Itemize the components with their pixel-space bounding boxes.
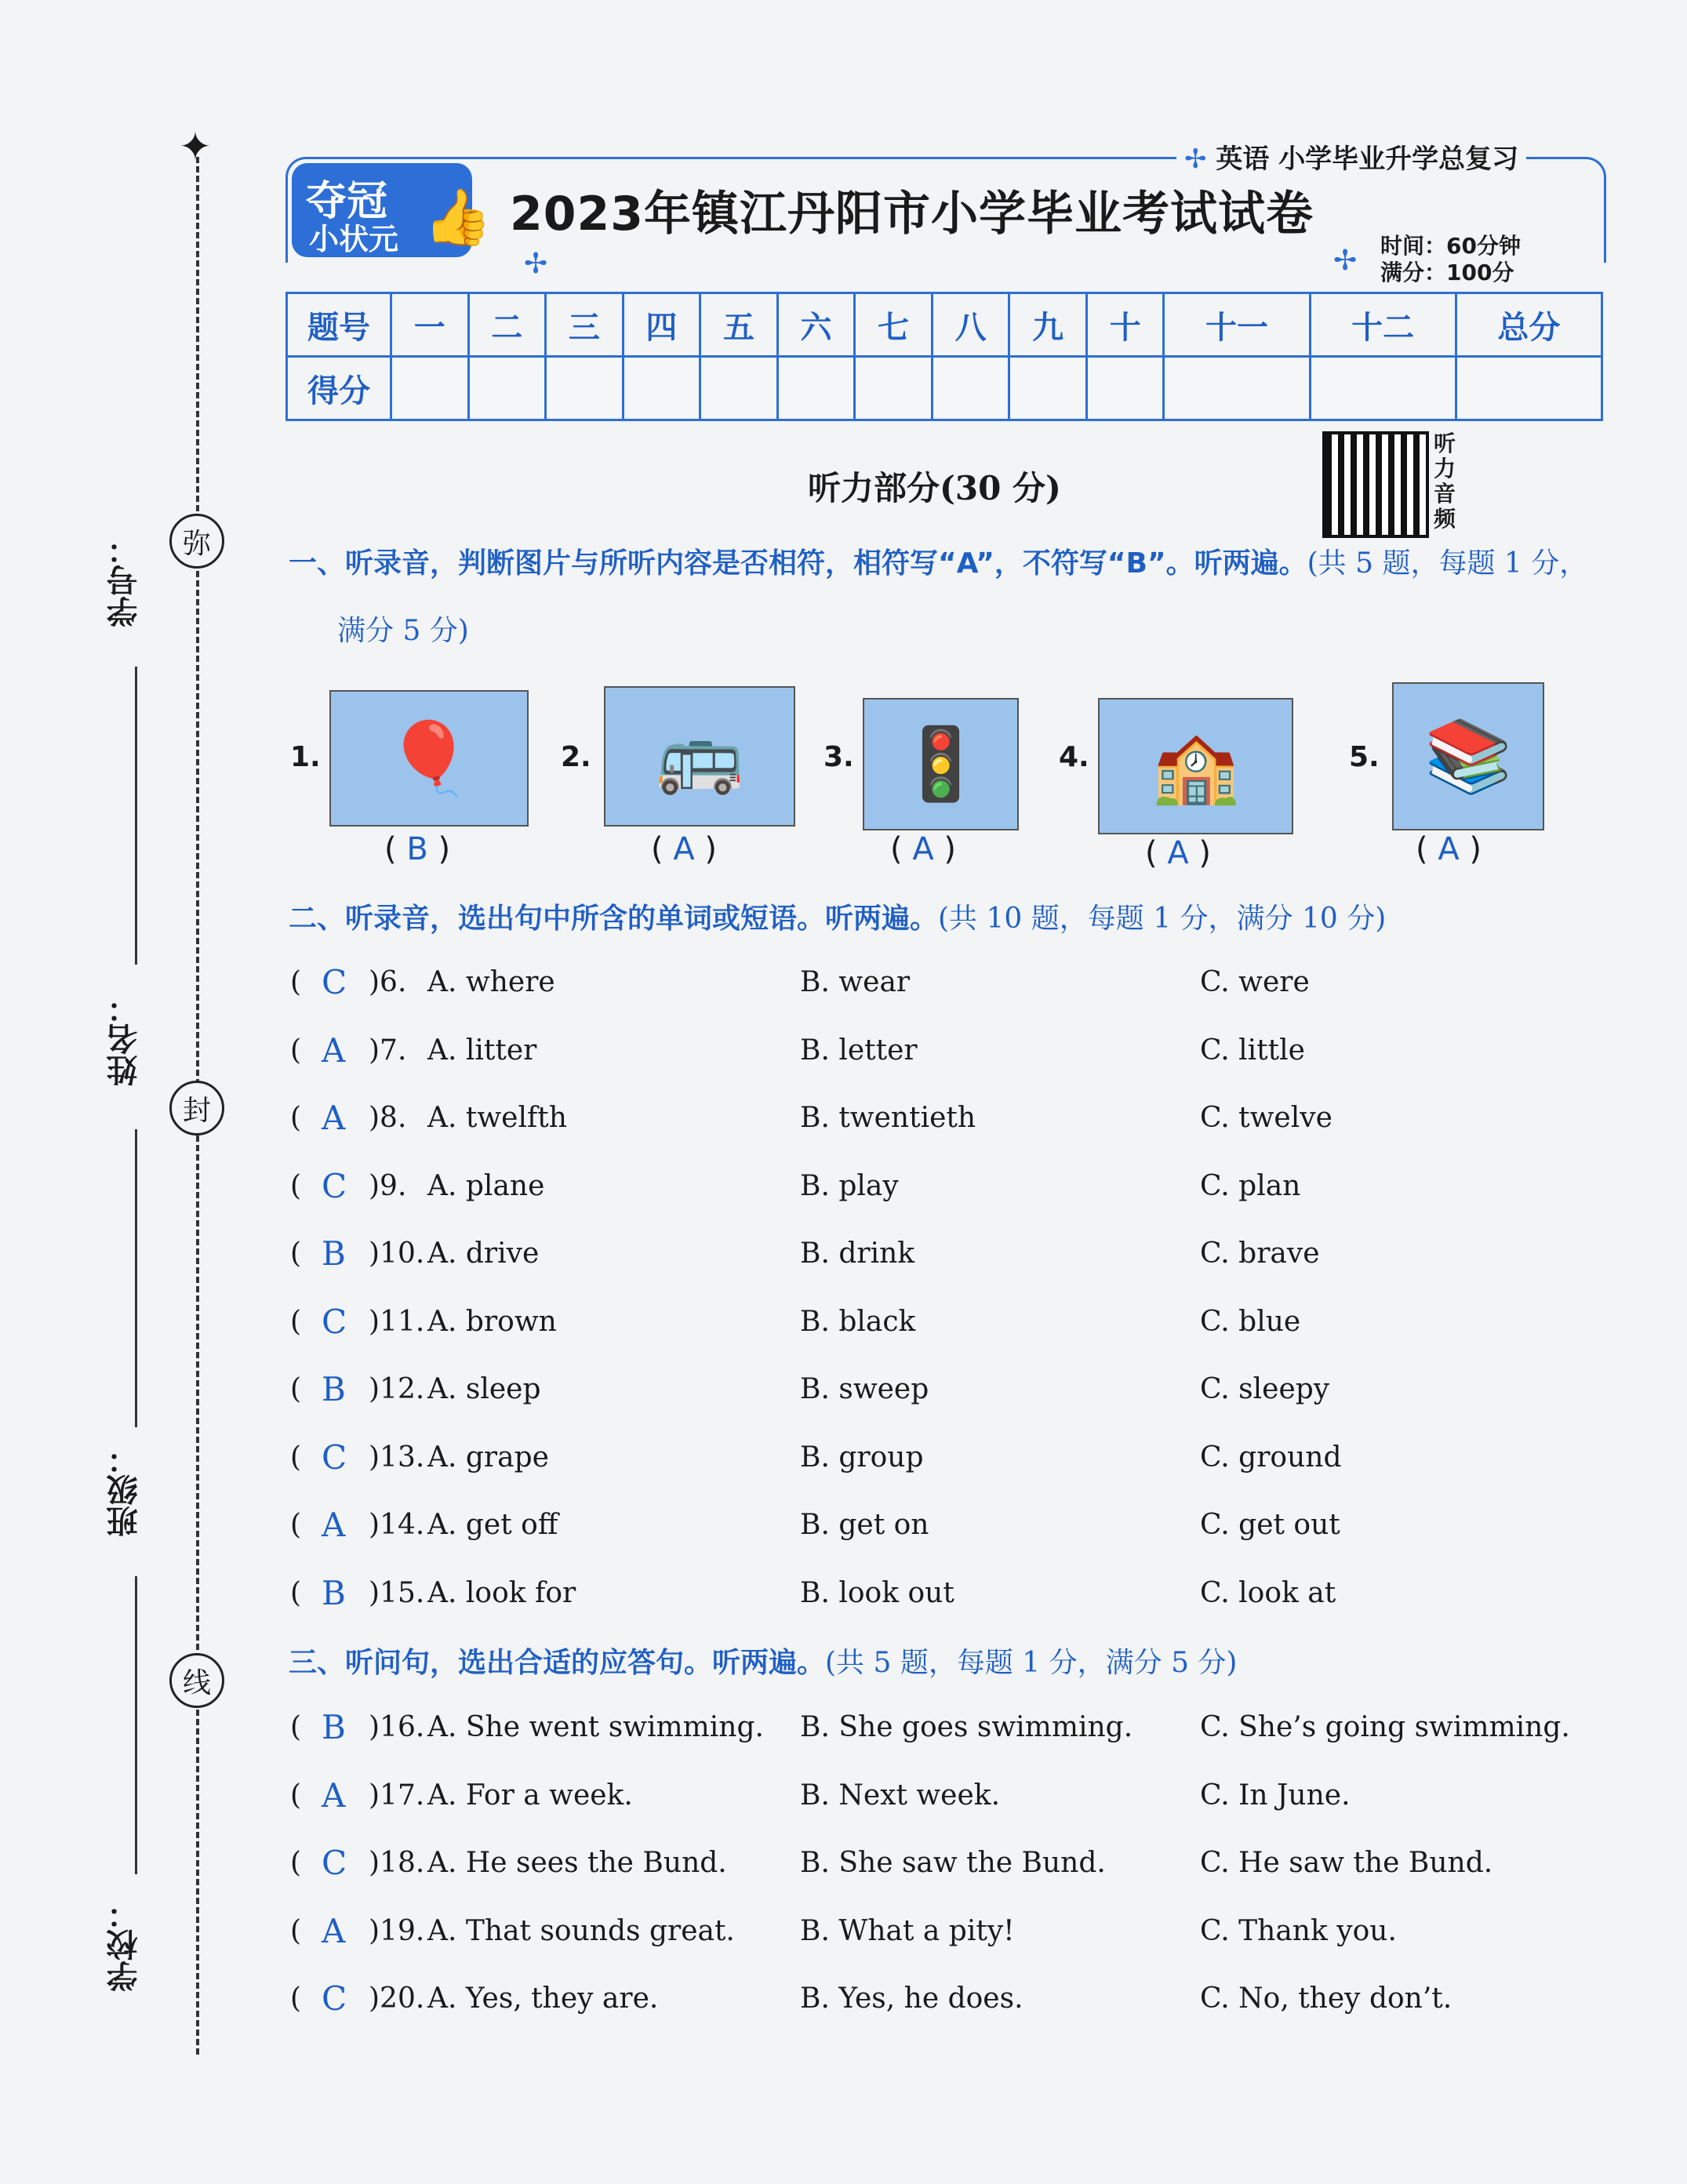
- question-row: [290, 1303, 1608, 1350]
- option-c: C. She’s going swimming.: [1200, 1711, 1570, 1743]
- picture-number: 4.: [1059, 741, 1089, 773]
- answer-paren: (: [290, 1779, 302, 1812]
- answer-choice[interactable]: B: [322, 1234, 346, 1273]
- answer-choice[interactable]: B: [322, 1573, 346, 1612]
- score-cell[interactable]: [1164, 357, 1310, 420]
- question-number: )16.: [369, 1711, 425, 1743]
- option-c: C. look at: [1200, 1576, 1336, 1609]
- question-number: )20.: [369, 1982, 425, 2015]
- picture-2: [604, 686, 795, 827]
- option-b: B. group: [800, 1441, 924, 1474]
- option-a: A. sleep: [427, 1373, 541, 1405]
- qr-label: 听力音频: [1434, 431, 1456, 532]
- option-c: C. He saw the Bund.: [1200, 1847, 1493, 1879]
- answer-paren: (: [290, 1237, 302, 1270]
- question-row: [290, 1370, 1608, 1417]
- option-b: B. black: [800, 1305, 916, 1338]
- seal-char-mi: 弥: [169, 514, 224, 569]
- question-row: [290, 963, 1608, 1010]
- part3-instruction-text: 三、听问句，选出合适的应答句。听两遍。: [289, 1647, 826, 1679]
- option-b: B. play: [800, 1169, 899, 1202]
- question-row: [290, 1234, 1608, 1281]
- question-number: )19.: [369, 1914, 425, 1947]
- question-number: )8.: [369, 1102, 407, 1134]
- traffic-light-icon: 🚦: [896, 723, 985, 805]
- picture-answer-1[interactable]: ( B ): [384, 831, 451, 867]
- score-cell[interactable]: [468, 357, 546, 420]
- picture-answer-3[interactable]: ( A ): [890, 831, 957, 867]
- option-c: C. blue: [1200, 1305, 1301, 1338]
- part2-instruction: [289, 896, 1386, 936]
- sparkle-icon: ✢: [1184, 144, 1207, 175]
- picture-answer-5[interactable]: ( A ): [1416, 831, 1482, 867]
- picture-4: [1098, 698, 1293, 834]
- option-c: C. sleepy: [1200, 1373, 1330, 1405]
- answer-choice[interactable]: B: [322, 1708, 346, 1746]
- column-header: 七: [855, 293, 933, 357]
- score-cell[interactable]: [1086, 357, 1164, 420]
- score-cell[interactable]: [855, 357, 933, 420]
- question-number: )11.: [369, 1305, 425, 1338]
- answer-paren: (: [290, 1305, 302, 1338]
- question-number: )15.: [369, 1576, 425, 1609]
- score-cell[interactable]: [932, 357, 1009, 420]
- question-row: [290, 1574, 1608, 1621]
- part1-instruction-cont: [337, 609, 469, 649]
- name-label: 姓名：: [107, 992, 143, 1086]
- question-number: )9.: [369, 1169, 407, 1202]
- picture-3: [863, 698, 1019, 830]
- option-b: B. She saw the Bund.: [800, 1847, 1106, 1879]
- question-row: [290, 1979, 1608, 2026]
- student-id-label: 学号：: [107, 533, 143, 627]
- part3-instruction: [289, 1641, 1237, 1681]
- answer-choice[interactable]: C: [322, 1437, 347, 1477]
- answer-paren: (: [290, 1847, 302, 1879]
- column-header: 总分: [1456, 293, 1602, 357]
- score-cell[interactable]: [1009, 357, 1087, 420]
- answer-choice[interactable]: B: [322, 1370, 346, 1408]
- column-header: 十二: [1310, 293, 1456, 357]
- picture-5: [1392, 682, 1544, 830]
- name-line[interactable]: [135, 1129, 137, 1427]
- balloon-boy-icon: 🎈: [384, 717, 474, 800]
- option-b: B. letter: [800, 1034, 918, 1067]
- subject-label: 英语: [1216, 144, 1270, 175]
- answer-choice[interactable]: A: [322, 1911, 346, 1950]
- answer-paren: (: [290, 1169, 302, 1202]
- option-b: B. Next week.: [800, 1779, 1001, 1812]
- part3-instruction-tail: (共 5 题，每题 1 分，满分 5 分): [825, 1647, 1238, 1679]
- column-header: 十一: [1164, 293, 1310, 357]
- seal-char-feng: 封: [169, 1081, 224, 1136]
- option-a: A. litter: [427, 1034, 537, 1067]
- picture-number: 2.: [561, 741, 591, 773]
- option-b: B. drink: [800, 1237, 915, 1270]
- score-table: [285, 292, 1603, 421]
- answer-paren: (: [290, 1102, 302, 1134]
- logo-text-2: 小状元: [309, 222, 399, 256]
- option-c: C. get out: [1200, 1509, 1340, 1541]
- option-a: A. That sounds great.: [427, 1914, 735, 1947]
- option-a: A. She went swimming.: [427, 1711, 764, 1743]
- seal-char-xian: 线: [169, 1653, 224, 1708]
- classroom-icon: 🏫: [1151, 725, 1240, 808]
- question-row: [290, 1844, 1608, 1891]
- logo-text-1: 夺冠: [306, 178, 388, 225]
- class-label: 班级：: [107, 1443, 143, 1537]
- picture-number: 3.: [824, 741, 854, 773]
- option-a: A. He sees the Bund.: [427, 1847, 727, 1879]
- score-cell[interactable]: [777, 357, 855, 420]
- option-a: A. For a week.: [427, 1779, 633, 1812]
- option-c: C. twelve: [1200, 1102, 1333, 1134]
- sparkle-icon: ✢: [524, 248, 548, 280]
- sparkle-icon: ✢: [1333, 245, 1358, 277]
- page-title: 2023年镇江丹阳市小学毕业考试试卷: [510, 187, 1314, 242]
- score-cell[interactable]: [700, 357, 778, 420]
- score-table-score-row: [287, 357, 1602, 420]
- picture-number: 5.: [1349, 741, 1380, 773]
- option-c: C. little: [1200, 1034, 1305, 1067]
- score-table-header-row: [287, 293, 1602, 357]
- question-number: )18.: [369, 1847, 425, 1879]
- answer-choice[interactable]: A: [322, 1099, 346, 1137]
- question-number: )7.: [369, 1034, 407, 1067]
- exam-time: 时间：60分钟: [1380, 233, 1521, 259]
- question-number: )14.: [369, 1509, 425, 1541]
- answer-paren: (: [290, 1034, 302, 1067]
- option-b: B. twentieth: [800, 1102, 976, 1134]
- question-number: )17.: [369, 1779, 425, 1812]
- option-b: B. sweep: [800, 1373, 929, 1405]
- picture-number: 1.: [290, 741, 321, 773]
- section-title: 听力部分(30 分): [808, 469, 1061, 507]
- option-c: C. plan: [1200, 1169, 1301, 1202]
- question-row: [290, 1099, 1608, 1146]
- part2-instruction-text: 二、听录音，选出句中所含的单词或短语。听两遍。: [289, 903, 939, 935]
- series-label: 小学毕业升学总复习: [1278, 144, 1519, 175]
- answer-paren: (: [290, 1982, 302, 2015]
- option-a: A. get off: [427, 1509, 558, 1541]
- option-c: C. ground: [1200, 1441, 1342, 1474]
- question-row: [290, 1031, 1608, 1078]
- question-number: )6.: [369, 966, 407, 998]
- library-icon: 📚: [1423, 715, 1513, 798]
- class-line[interactable]: [135, 1576, 137, 1874]
- part2-instruction-tail: (共 10 题，每题 1 分，满分 10 分): [938, 903, 1387, 935]
- answer-paren: (: [290, 1711, 302, 1743]
- question-row: [290, 1708, 1608, 1755]
- question-number: )12.: [369, 1373, 425, 1405]
- answer-choice[interactable]: C: [322, 1302, 347, 1341]
- london-bus-icon: 🚌: [655, 715, 744, 798]
- answer-paren: (: [290, 1441, 302, 1474]
- answer-choice[interactable]: A: [322, 1506, 346, 1544]
- answer-choice[interactable]: A: [322, 1030, 346, 1070]
- option-b: B. get on: [800, 1509, 929, 1541]
- score-cell[interactable]: [623, 357, 700, 420]
- answer-choice[interactable]: A: [322, 1775, 346, 1815]
- part1-instruction-tail2: 满分 5 分): [337, 615, 469, 647]
- picture-answer-4[interactable]: ( A ): [1145, 835, 1212, 871]
- question-row: [290, 1506, 1608, 1553]
- column-header: 九: [1009, 293, 1087, 357]
- answer-choice[interactable]: C: [322, 1844, 347, 1882]
- question-number: )10.: [369, 1237, 425, 1270]
- option-c: C. Thank you.: [1200, 1914, 1397, 1947]
- option-b: B. She goes swimming.: [800, 1711, 1133, 1743]
- option-c: C. No, they don’t.: [1200, 1982, 1452, 2015]
- picture-answer-2[interactable]: ( A ): [651, 831, 718, 867]
- column-header: 一: [391, 293, 469, 357]
- column-header: 八: [932, 293, 1009, 357]
- score-cell[interactable]: [546, 357, 624, 420]
- question-row: [290, 1912, 1608, 1959]
- score-cell[interactable]: [1310, 357, 1456, 420]
- student-id-line[interactable]: [135, 667, 137, 965]
- answer-choice[interactable]: C: [322, 1166, 347, 1205]
- option-c: C. were: [1200, 966, 1310, 998]
- option-a: A. drive: [427, 1237, 540, 1270]
- part1-instruction-tail: (共 5 题，每题 1 分，: [1307, 547, 1588, 580]
- question-number: )13.: [369, 1441, 425, 1474]
- option-b: B. wear: [800, 966, 911, 998]
- question-row: [290, 1438, 1608, 1485]
- answer-choice[interactable]: C: [322, 963, 347, 1001]
- answer-choice[interactable]: C: [322, 1979, 347, 2018]
- answer-paren: (: [290, 1509, 302, 1541]
- question-row: [290, 1776, 1608, 1823]
- column-header: 二: [468, 293, 546, 357]
- column-header: 四: [623, 293, 700, 357]
- option-b: B. Yes, he does.: [800, 1982, 1023, 2015]
- exam-full-score: 满分：100分: [1380, 260, 1514, 285]
- option-a: A. twelfth: [427, 1102, 567, 1134]
- column-header: 六: [777, 293, 855, 357]
- row-label-question-no: 题号: [287, 293, 391, 357]
- option-a: A. look for: [427, 1576, 576, 1609]
- answer-paren: (: [290, 1373, 302, 1405]
- answer-paren: (: [290, 1914, 302, 1947]
- option-c: C. In June.: [1200, 1779, 1351, 1812]
- score-cell[interactable]: [1456, 357, 1602, 420]
- answer-paren: (: [290, 966, 302, 998]
- qr-code-icon[interactable]: [1322, 431, 1429, 538]
- column-header: 十: [1086, 293, 1164, 357]
- option-c: C. brave: [1200, 1237, 1320, 1270]
- row-label-score: 得分: [287, 357, 391, 420]
- answer-paren: (: [290, 1576, 302, 1609]
- option-b: B. What a pity!: [800, 1914, 1015, 1947]
- question-row: [290, 1167, 1608, 1214]
- star-mark-icon: ✦: [179, 124, 212, 169]
- option-a: A. Yes, they are.: [427, 1982, 659, 2015]
- picture-1: [329, 690, 529, 827]
- part1-instruction-text: 一、听录音，判断图片与所听内容是否相符，相符写“A”，不符写“B”。听两遍。: [289, 547, 1307, 580]
- option-a: A. brown: [427, 1305, 557, 1338]
- column-header: 三: [546, 293, 624, 357]
- school-label: 学校：: [107, 1898, 143, 1992]
- column-header: 五: [700, 293, 778, 357]
- part1-instruction: [289, 541, 1587, 581]
- subject-tag: [1176, 137, 1526, 176]
- option-b: B. look out: [800, 1576, 954, 1609]
- option-a: A. where: [427, 966, 555, 998]
- option-a: A. grape: [427, 1441, 549, 1474]
- thumbs-up-icon: 👍: [424, 185, 493, 249]
- score-cell[interactable]: [391, 357, 469, 420]
- option-a: A. plane: [427, 1169, 545, 1202]
